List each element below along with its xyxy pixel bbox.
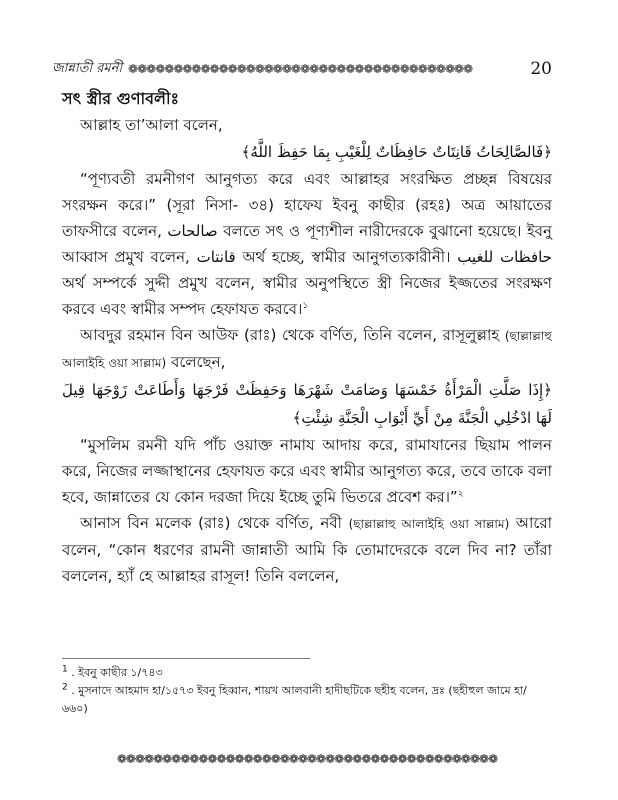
footnote-divider: [62, 658, 310, 659]
section-heading: সৎ স্ত্রীর গুণাবলীঃ: [62, 89, 180, 108]
paragraph-1-part-b: বলতে সৎ ও পূণ্যশীল নারীদেরকে বুঝানো হয়েছে। ইবনু আব্বাস প্রমুখ বলেন,: [62, 222, 552, 266]
paragraph-4-part-a: আনাস বিন মলেক (রাঃ) থেকে বর্ণিত, নবী: [80, 514, 342, 532]
paragraph-3-text: “মুসলিম রমনী যদি পাঁচ ওয়াক্ত নামায আদায় করে, রামাযানের ছিয়াম পালন করে, নিজের লজ্জাস্থানের হেফাযত করে এবং স্বামীর আনুগত্য করে, তবে তাকে বলা হবে, জান্নাতের যে কোন দরজা দিয়ে ইচ্ছে তুমি ভিতরে প্রবেশ কর।”: [62, 436, 552, 506]
paragraph-4: [62, 510, 552, 589]
paragraph-2-part-a: আবদুর রহমান বিন আউফ (রাঃ) থেকে বর্ণিত, তিনি বলেন,: [80, 326, 437, 344]
footnote-1-text: . ইবনু কাছীর ১/৭৪৩: [71, 666, 163, 679]
salutation-1: (ছাল্লাল্লাহু আলাইহি ওয়া সাল্লাম): [62, 329, 552, 370]
paragraph-1: [62, 166, 552, 322]
hadith-arabic: ﴿إِذَا صَلَّتِ الْمَرْأَةُ خَمْسَهَا وَصَامَتْ شَهْرَهَا وَحَفِظَتْ فَرْجَهَا وَأَطَاعَتْ زَوْجَهَا قِيلَ لَهَا ادْخُلِي الْجَنَّةَ مِنْ أَيِّ أَبْوَابِ الْجَنَّةِ شِئْتِ﴾: [62, 381, 552, 427]
page-header: [52, 58, 552, 80]
footnote-1-number: 1: [62, 664, 68, 675]
footnote-2-text: . মুসনাদে আহমাদ হা/১৫৭৩ ইবনু হিব্বান, শায়খ আলবানী হাদীছটিকে ছহীহ বলেন, দ্রঃ (ছহীহুল জামে হা/৬৬০): [62, 684, 527, 715]
footnote-marker-2: ২: [457, 489, 464, 499]
paragraph-1-part-c: অর্থ হচ্ছে, স্বামীর আনুগত্যকারীনী।: [242, 248, 451, 266]
footnote-2-number: 2: [62, 682, 68, 693]
paragraph-1-part-a: “পূণ্যবতী রমনীগণ আনুগত্য করে এবং আল্লাহর সংরক্ষিত প্রচ্ছন্ন বিষয়ের সংরক্ষন করে।” (সূরা নিসা- ৩৪) হাফেয ইবনু কাছীর (রহঃ) অত্র আয়াতের তাফসীরে বলেন,: [62, 170, 552, 240]
paragraph-2: [62, 322, 552, 376]
quran-verse: ﴿فَالصَّالِحَاتُ قَانِتَاتٌ حَافِظَاتٌ لِلْغَيْبِ بِمَا حَفِظَ اللَّهُ﴾: [241, 143, 552, 161]
arabic-word-salihat: صالحات: [167, 222, 218, 240]
page-number: 20: [530, 59, 552, 79]
header-ornament: ❁❁❁❁❁❁❁❁❁❁❁❁❁❁❁❁❁❁❁❁❁❁❁❁❁❁❁❁❁❁❁❁❁❁❁❁❁❁: [128, 62, 473, 76]
page-content: [62, 86, 552, 589]
paragraph-2-part-c: বলেছেন,: [170, 353, 226, 371]
footnote-2: [62, 682, 552, 718]
footnote-1: [62, 664, 552, 682]
paragraph-3: [62, 432, 552, 510]
paragraph-4-part-b: আরো বলেন, “কোন ধরণের রামনী জান্নাতী আমি কি তোমাদেরকে বলে দিব না? তাঁরা বললেন, হ্যাঁ হে আল্লাহর রাসূল! তিনি বললেন,: [62, 514, 552, 585]
salutation-2: (ছাল্লাল্লাহু আলাইহি ওয়া সাল্লাম): [348, 517, 510, 531]
running-title: জান্নাতী রমনী: [52, 60, 123, 76]
footer-ornament: ❁❁❁❁❁❁❁❁❁❁❁❁❁❁❁❁❁❁❁❁❁❁❁❁❁❁❁❁❁❁❁❁❁❁❁❁❁❁❁❁❁❁: [116, 752, 498, 766]
paragraph-1-part-d: অর্থ সম্পর্কে সুদ্দী প্রমুখ বলেন, স্বামীর অনুপস্থিতে স্ত্রী নিজের ইজ্জতের সংরক্ষণ করবে এবং স্বামীর সম্পদ হেফাযত করবে।: [62, 274, 552, 318]
footnotes: [62, 664, 552, 718]
intro-line: আল্লাহ তা’আলা বলেন,: [80, 116, 223, 134]
paragraph-2-part-b: রাসূলুল্লাহ: [442, 326, 500, 344]
arabic-word-qanitat: قانتات: [196, 248, 236, 266]
footnote-marker-1: ১: [302, 301, 309, 311]
arabic-word-hafizat: حافظات للغيب: [457, 248, 552, 266]
